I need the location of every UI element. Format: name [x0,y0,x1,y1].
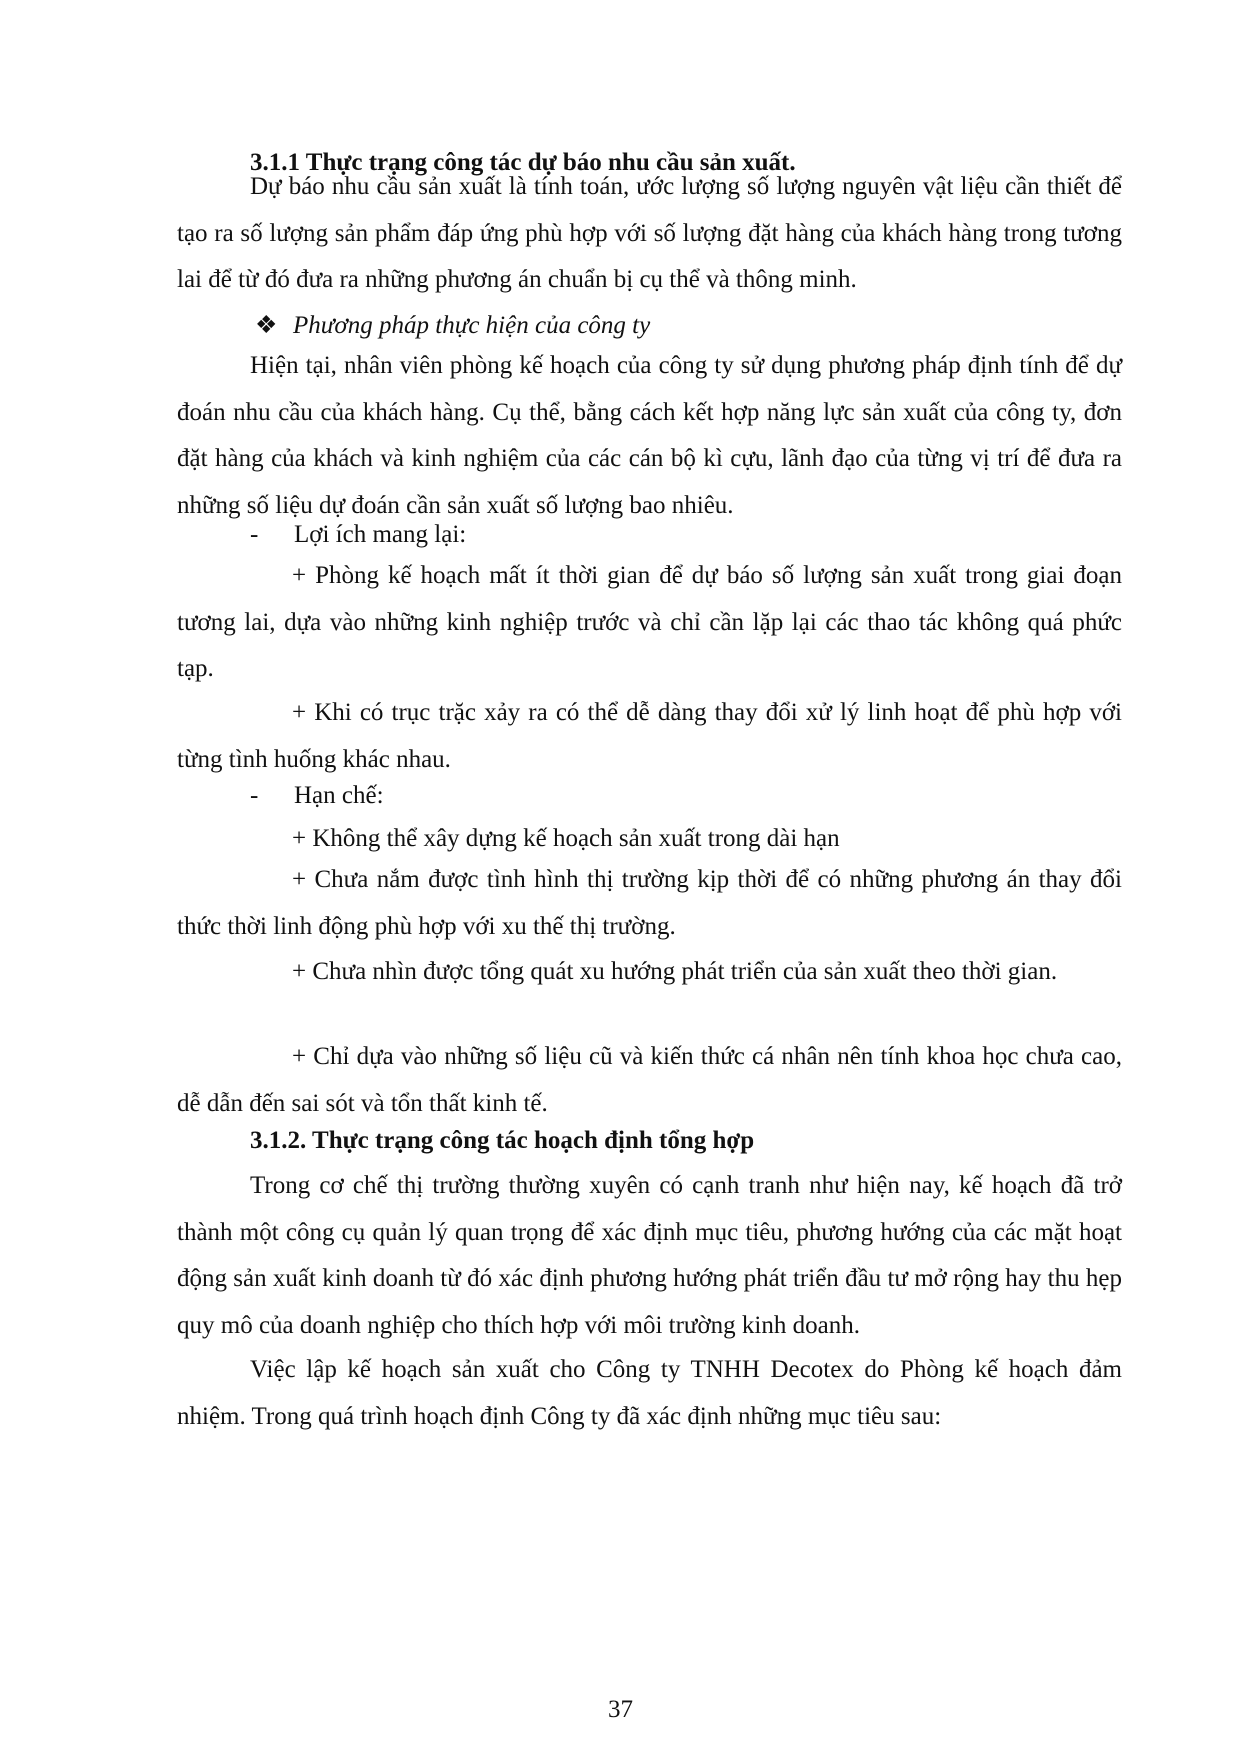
dash-marker: - [250,782,259,809]
limit-item: + Chưa nhìn được tổng quát xu hướng phát triển của sản xuất theo thời gian. [292,958,1058,985]
benefits-label: Lợi ích mang lại: [294,521,467,548]
dash-marker: - [250,521,259,548]
benefit-item: + Phòng kế hoạch mất ít thời gian để dự báo số lượng sản xuất trong giai đoạn tương lai, dựa vào những kinh nghiệp trước và chỉ cần lặp lại các thao tác không quá phức tạp. [177,562,1122,682]
benefits-label-line [250,512,466,558]
limits-label-line [250,773,384,819]
section-heading-3-1-2: 3.1.2. Thực trạng công tác hoạch định tổng hợp [250,1127,755,1154]
method-paragraph: Hiện tại, nhân viên phòng kế hoạch của công ty sử dụng phương pháp định tính để dự đoán nhu cầu của khách hàng. Cụ thể, bằng cách kết hợp năng lực sản xuất của công ty, đơn đặt hàng của khách và kinh nghiệm của các cán bộ kì cựu, lãnh đạo của từng vị trí để đưa ra những số liệu dự đoán cần sản xuất số lượng bao nhiêu. [177,352,1122,519]
planning-paragraph: Việc lập kế hoạch sản xuất cho Công ty TNHH Decotex do Phòng kế hoạch đảm nhiệm. Trong quá trình hoạch định Công ty đã xác định những mục tiêu sau: [177,1356,1122,1430]
page-number: 37 [608,1696,633,1723]
limit-item: + Chỉ dựa vào những số liệu cũ và kiến thức cá nhân nên tính khoa học chưa cao, dễ dẫn đến sai sót và tổn thất kinh tế. [177,1043,1122,1117]
intro-paragraph: Dự báo nhu cầu sản xuất là tính toán, ước lượng số lượng nguyên vật liệu cần thiết để tạo ra số lượng sản phẩm đáp ứng phù hợp với số lượng đặt hàng của khách hàng trong tương lai để từ đó đưa ra những phương án chuẩn bị cụ thể và thông minh. [177,173,1122,293]
limit-item: + Không thể xây dựng kế hoạch sản xuất trong dài hạn [292,825,840,852]
limit-item: + Chưa nắm được tình hình thị trường kịp thời để có những phương án thay đổi thức thời linh động phù hợp với xu thế thị trường. [177,866,1122,940]
section-heading-3-1-1: 3.1.1 Thực trạng công tác dự báo nhu cầu sản xuất. [250,149,796,176]
method-bullet-text: Phương pháp thực hiện của công ty [293,312,651,339]
diamond-bullet-icon: ❖ [255,312,278,339]
limits-label: Hạn chế: [294,782,384,809]
context-paragraph: Trong cơ chế thị trường thường xuyên có cạnh tranh như hiện nay, kế hoạch đã trở thành một công cụ quản lý quan trọng để xác định mục tiêu, phương hướng của các mặt hoạt động sản xuất kinh doanh từ đó xác định phương hướng phát triển đầu tư mở rộng hay thu hẹp quy mô của doanh nghiệp cho thích hợp với môi trường kinh doanh. [177,1172,1122,1339]
benefit-item: + Khi có trục trặc xảy ra có thể dễ dàng thay đổi xử lý linh hoạt để phù hợp với từng tình huống khác nhau. [177,699,1122,773]
